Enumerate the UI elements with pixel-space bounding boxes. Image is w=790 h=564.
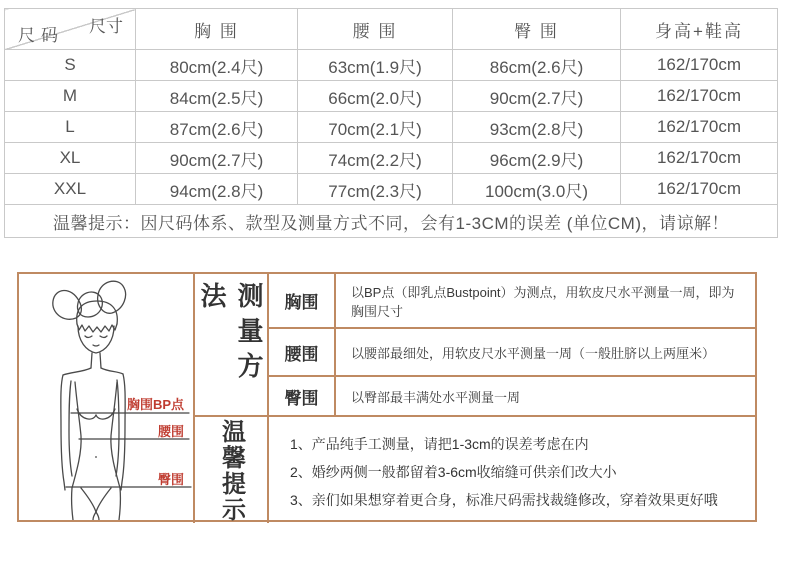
size-row-label: S (5, 50, 136, 81)
column-header-hip: 臀 围 (453, 9, 621, 50)
waist-value: 74cm(2.2尺) (298, 143, 453, 174)
corner-label-size-dim: 尺寸 (89, 17, 123, 36)
waist-value: 66cm(2.0尺) (298, 81, 453, 112)
measure-desc-waist: 以腰部最细处，用软皮尺水平测量一周（一般肚脐以上两厘米） (336, 329, 755, 377)
size-notice-text: 温馨提示：因尺码体系、款型及测量方式不同，会有1-3CM的误差 (单位CM)，请谅解！ (5, 205, 778, 238)
size-row-label: XL (5, 143, 136, 174)
waist-value: 63cm(1.9尺) (298, 50, 453, 81)
table-row (5, 50, 778, 81)
waist-value: 70cm(2.1尺) (298, 112, 453, 143)
measure-label-hip: 臀围 (269, 377, 336, 417)
hip-value: 100cm(3.0尺) (453, 174, 621, 205)
figure-cell (19, 274, 195, 523)
measure-label-waist: 腰围 (269, 329, 336, 377)
figure-bust-label: 胸围BP点 (126, 397, 184, 412)
column-header-height: 身高+鞋高 (621, 9, 778, 50)
size-row-label: M (5, 81, 136, 112)
method-title-cell (195, 274, 269, 417)
height-value: 162/170cm (621, 143, 778, 174)
size-table (4, 8, 778, 238)
method-title: 测量方法 (197, 282, 264, 387)
height-value: 162/170cm (621, 112, 778, 143)
tip-line-2: 2、婚纱两侧一般都留着3-6cm收缩缝可供亲们改大小 (290, 464, 617, 480)
measure-desc-hip: 以臀部最丰满处水平测量一周 (336, 377, 755, 417)
bust-value: 84cm(2.5尺) (136, 81, 298, 112)
measure-desc-bust: 以BP点（即乳点Bustpoint）为测点，用软皮尺水平测量一周，即为胸围尺寸 (336, 274, 755, 329)
tip-line-1: 1、产品纯手工测量，请把1-3cm的误差考虑在内 (290, 436, 589, 452)
hip-value: 86cm(2.6尺) (453, 50, 621, 81)
column-header-bust: 胸 围 (136, 9, 298, 50)
table-row (5, 81, 778, 112)
tips-title-cell (195, 417, 269, 523)
measure-guide-box (17, 272, 757, 522)
bust-value: 80cm(2.4尺) (136, 50, 298, 81)
tip-line-3: 3、亲们如果想穿着更合身，标准尺码需找裁缝修改，穿着效果更好哦 (290, 492, 718, 508)
size-row-label: XXL (5, 174, 136, 205)
hip-value: 93cm(2.8尺) (453, 112, 621, 143)
figure-hip-label: 臀围 (157, 472, 184, 487)
bust-value: 90cm(2.7尺) (136, 143, 298, 174)
table-row (5, 174, 778, 205)
corner-header-cell (5, 9, 136, 50)
height-value: 162/170cm (621, 50, 778, 81)
tips-list (269, 417, 755, 523)
size-row-label: L (5, 112, 136, 143)
column-header-waist: 腰 围 (298, 9, 453, 50)
height-value: 162/170cm (621, 174, 778, 205)
waist-value: 77cm(2.3尺) (298, 174, 453, 205)
table-row (5, 112, 778, 143)
figure-waist-label: 腰围 (157, 424, 184, 439)
height-value: 162/170cm (621, 81, 778, 112)
hip-value: 90cm(2.7尺) (453, 81, 621, 112)
measure-label-bust: 胸围 (269, 274, 336, 329)
bust-value: 87cm(2.6尺) (136, 112, 298, 143)
bust-value: 94cm(2.8尺) (136, 174, 298, 205)
tips-title: 温馨提示 (217, 419, 245, 523)
table-row (5, 143, 778, 174)
corner-label-size-code: 尺码 (18, 26, 64, 45)
hip-value: 96cm(2.9尺) (453, 143, 621, 174)
